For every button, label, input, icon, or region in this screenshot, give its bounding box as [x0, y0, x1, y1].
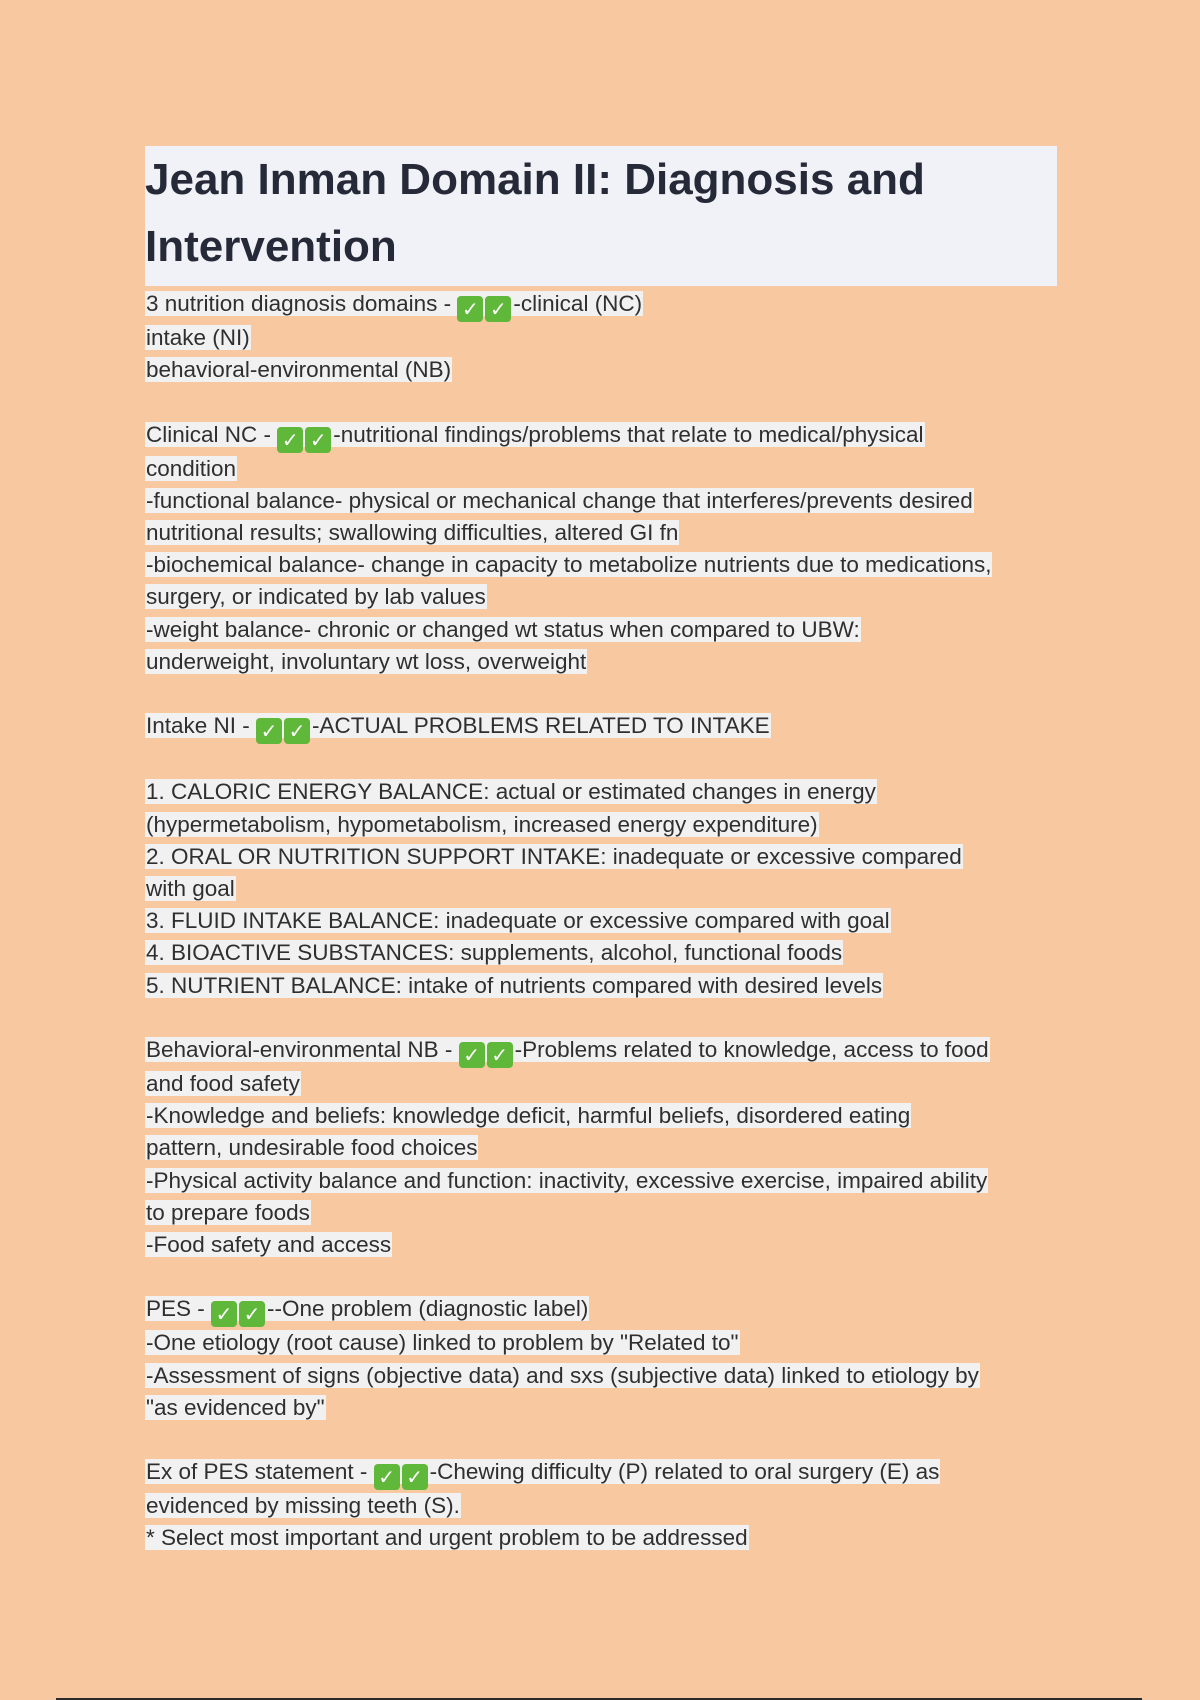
text-line [145, 809, 1057, 841]
highlighted-text [145, 779, 877, 804]
highlighted-text [145, 520, 679, 545]
text-line [145, 937, 1057, 969]
text-line [145, 905, 1057, 937]
paragraph [145, 419, 1057, 678]
body-text: surgery, or indicated by lab values [146, 584, 486, 610]
highlighted-text [145, 1071, 301, 1096]
body-text: "as evidenced by" [146, 1394, 325, 1420]
body-text: 2. ORAL OR NUTRITION SUPPORT INTAKE: inadequate or excessive compared [146, 843, 962, 869]
body-text: behavioral-environmental (NB) [146, 357, 452, 383]
document-page [145, 146, 1057, 1587]
highlighted-text [145, 552, 992, 577]
body-text: (hypermetabolism, hypometabolism, increased energy expenditure) [146, 811, 818, 837]
paragraph [145, 1456, 1057, 1554]
definition-text: --One problem (diagnostic label) [267, 1296, 589, 1322]
body-text: and food safety [146, 1071, 300, 1096]
highlighted-text [145, 1296, 589, 1327]
text-line [145, 549, 1057, 581]
highlighted-text [145, 844, 963, 869]
body-text: 3. FLUID INTAKE BALANCE: inadequate or excessive compared with goal [146, 908, 890, 934]
body-text: -weight balance- chronic or changed wt status when compared to UBW: [146, 616, 860, 642]
highlighted-text [145, 649, 587, 674]
page-title: Jean Inman Domain II: Diagnosis and Intervention [145, 155, 925, 271]
body-text: -Physical activity balance and function: inactivity, excessive exercise, impaired ability [146, 1167, 988, 1193]
text-line [145, 1034, 1057, 1068]
body-text: -Knowledge and beliefs: knowledge deficit, harmful beliefs, disordered eating [146, 1103, 911, 1129]
highlighted-text [145, 713, 771, 744]
highlighted-text [145, 1330, 740, 1355]
term-label: Ex of PES statement - [146, 1459, 374, 1485]
text-line [145, 517, 1057, 549]
text-line [145, 1100, 1057, 1132]
text-line [145, 776, 1057, 808]
term-label: 3 nutrition diagnosis domains - [146, 291, 458, 316]
highlighted-text [145, 940, 843, 965]
check-mark-icon: ✓ [211, 1301, 237, 1327]
text-line [145, 1068, 1057, 1100]
body-text: pattern, undesirable food choices [146, 1135, 478, 1161]
highlighted-text [145, 456, 237, 481]
check-mark-icon: ✓ [305, 427, 331, 453]
text-line [145, 1522, 1057, 1554]
highlighted-text [145, 1135, 478, 1160]
text-line [145, 1456, 1057, 1490]
text-line [145, 354, 1057, 386]
body-text: nutritional results; swallowing difficulties, altered GI fn [146, 520, 679, 545]
paragraph [145, 776, 1057, 1001]
check-mark-icon: ✓ [277, 427, 303, 453]
highlighted-text [145, 812, 819, 837]
text-line [145, 485, 1057, 517]
body-text: underweight, involuntary wt loss, overweight [146, 648, 587, 674]
highlighted-text [145, 1525, 749, 1550]
text-line [145, 970, 1057, 1002]
body-text: -Assessment of signs (objective data) and sxs (subjective data) linked to etiology by [146, 1362, 979, 1388]
definition-text: -nutritional findings/problems that relate to medical/physical [333, 421, 924, 447]
check-mark-icon: ✓ [256, 718, 282, 744]
body-text: -One etiology (root cause) linked to problem by "Related to" [146, 1330, 739, 1356]
text-line [145, 646, 1057, 678]
text-line [145, 1197, 1057, 1229]
check-mark-icon: ✓ [284, 718, 310, 744]
body-text: -functional balance- physical or mechanical change that interferes/prevents desired [146, 487, 973, 513]
text-line [145, 710, 1057, 744]
check-mark-icon: ✓ [402, 1464, 428, 1490]
body-text: -biochemical balance- change in capacity to metabolize nutrients due to medications, [146, 552, 992, 578]
check-mark-icon: ✓ [374, 1464, 400, 1490]
highlighted-text [145, 876, 236, 901]
highlighted-text [145, 584, 487, 609]
check-mark-icon: ✓ [239, 1301, 265, 1327]
highlighted-text [145, 1395, 326, 1420]
highlighted-text [145, 1493, 461, 1518]
body-text: intake (NI) [146, 325, 250, 350]
highlighted-text [145, 325, 251, 350]
text-line [145, 419, 1057, 453]
definition-text: -clinical (NC) [513, 291, 643, 316]
highlighted-text [145, 1168, 988, 1193]
body-text: 1. CALORIC ENERGY BALANCE: actual or estimated changes in energy [146, 779, 876, 805]
document-body [145, 288, 1057, 1555]
highlighted-text [145, 357, 452, 382]
paragraph [145, 1293, 1057, 1424]
highlighted-text [145, 617, 861, 642]
text-line [145, 1490, 1057, 1522]
check-mark-icon: ✓ [457, 296, 483, 322]
highlighted-text [145, 1037, 990, 1067]
text-line [145, 1229, 1057, 1261]
term-label: Behavioral-environmental NB - [146, 1037, 459, 1062]
paragraph [145, 288, 1057, 386]
highlighted-text [145, 1363, 980, 1388]
highlighted-text [145, 1459, 940, 1490]
paragraph [145, 710, 1057, 744]
title-block [145, 146, 1057, 286]
text-line [145, 1132, 1057, 1164]
highlighted-text [145, 421, 925, 452]
body-text: to prepare foods [146, 1199, 310, 1225]
text-line [145, 1165, 1057, 1197]
text-line [145, 1327, 1057, 1359]
highlighted-text [145, 908, 891, 933]
check-mark-icon: ✓ [485, 296, 511, 322]
check-mark-icon: ✓ [487, 1042, 513, 1068]
definition-text: -Problems related to knowledge, access to food [514, 1037, 989, 1062]
highlighted-text [145, 488, 974, 513]
body-text: evidenced by missing teeth (S). [146, 1493, 460, 1519]
check-mark-icon: ✓ [459, 1042, 485, 1068]
text-line [145, 453, 1057, 485]
highlighted-text [145, 1232, 392, 1257]
highlighted-text [145, 1103, 911, 1128]
highlighted-text [145, 291, 643, 321]
definition-text: -ACTUAL PROBLEMS RELATED TO INTAKE [312, 713, 770, 739]
highlighted-text [145, 1200, 311, 1225]
text-line [145, 841, 1057, 873]
highlighted-text [145, 973, 883, 998]
body-text: 4. BIOACTIVE SUBSTANCES: supplements, alcohol, functional foods [146, 940, 843, 966]
text-line [145, 614, 1057, 646]
term-label: Clinical NC - [146, 421, 278, 447]
text-line [145, 1360, 1057, 1392]
body-text: with goal [146, 876, 235, 901]
definition-text: -Chewing difficulty (P) related to oral surgery (E) as [429, 1459, 940, 1485]
term-label: PES - [146, 1296, 212, 1322]
body-text: -Food safety and access [146, 1232, 392, 1258]
text-line [145, 1293, 1057, 1327]
body-text: condition [146, 455, 237, 481]
paragraph [145, 1034, 1057, 1261]
text-line [145, 581, 1057, 613]
text-line [145, 873, 1057, 905]
body-text: 5. NUTRIENT BALANCE: intake of nutrients compared with desired levels [146, 972, 883, 998]
text-line [145, 288, 1057, 322]
text-line [145, 1392, 1057, 1424]
term-label: Intake NI - [146, 713, 257, 739]
text-line [145, 322, 1057, 354]
body-text: * Select most important and urgent problem to be addressed [146, 1525, 748, 1551]
